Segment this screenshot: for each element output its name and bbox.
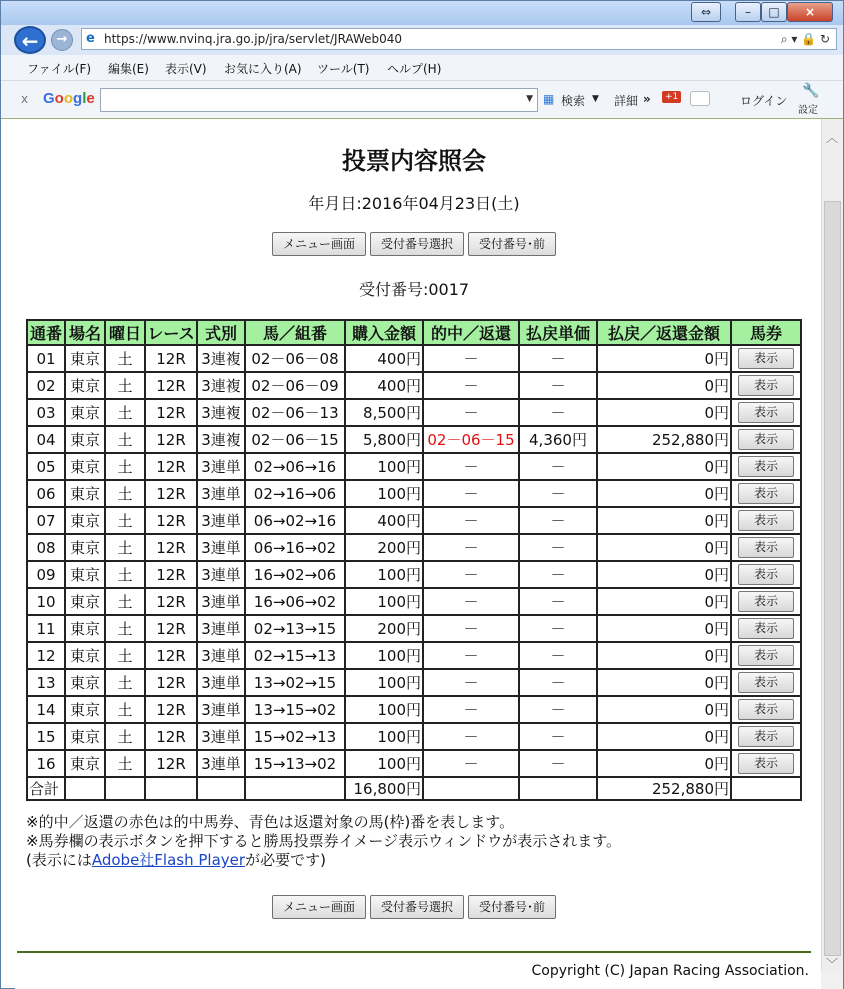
show-ticket-button[interactable]: 表示 — [738, 726, 794, 747]
receipt-select-button-bottom[interactable]: 受付番号選択 — [370, 895, 464, 919]
resize-corner — [821, 971, 843, 989]
hit-cell: － — [423, 507, 519, 534]
venue-cell: 東京 — [65, 399, 105, 426]
maximize-button[interactable]: □ — [761, 2, 787, 22]
show-ticket-button[interactable]: 表示 — [738, 753, 794, 774]
unit-payout-cell: － — [519, 372, 597, 399]
scroll-up-icon[interactable]: ︿ — [826, 131, 839, 145]
combination-cell: 06→02→16 — [245, 507, 345, 534]
table-row — [27, 561, 801, 588]
bet-type-cell: 3連単 — [197, 507, 245, 534]
hit-cell: － — [423, 696, 519, 723]
show-ticket-button[interactable]: 表示 — [738, 672, 794, 693]
venue-cell: 東京 — [65, 588, 105, 615]
show-ticket-button[interactable]: 表示 — [738, 699, 794, 720]
search-dropdown-icon[interactable]: ▼ — [592, 94, 599, 104]
row-number: 15 — [27, 723, 65, 750]
venue-cell: 東京 — [65, 561, 105, 588]
receipt-select-button[interactable]: 受付番号選択 — [370, 232, 464, 256]
payout-amount-cell: 0円 — [597, 615, 731, 642]
payout-amount-cell: 0円 — [597, 345, 731, 372]
day-cell: 土 — [105, 642, 145, 669]
race-cell: 12R — [145, 507, 197, 534]
table-row — [27, 534, 801, 561]
purchase-amount-cell: 100円 — [345, 588, 423, 615]
close-window-button[interactable]: × — [787, 2, 833, 22]
column-header: 払戻／返還金額 — [597, 320, 731, 345]
bottom-button-row — [15, 895, 813, 919]
total-empty-cell — [145, 777, 197, 800]
bet-type-cell: 3連単 — [197, 615, 245, 642]
menu-view[interactable]: 表示(V) — [165, 62, 207, 76]
payout-amount-cell: 0円 — [597, 453, 731, 480]
unit-payout-cell: － — [519, 669, 597, 696]
row-number: 03 — [27, 399, 65, 426]
unit-payout-cell: － — [519, 399, 597, 426]
note-line-1: ※的中／返還の赤色は的中馬券、青色は返還対象の馬(枠)番を表します。 — [26, 813, 515, 831]
ticket-cell — [731, 453, 801, 480]
hit-cell: － — [423, 669, 519, 696]
venue-cell: 東京 — [65, 723, 105, 750]
settings-label[interactable]: 設定 — [798, 105, 818, 116]
combination-cell: 02－06－09 — [245, 372, 345, 399]
payout-amount-cell: 0円 — [597, 642, 731, 669]
payout-amount-cell: 252,880円 — [597, 426, 731, 453]
unit-payout-cell: － — [519, 345, 597, 372]
combination-cell: 15→02→13 — [245, 723, 345, 750]
race-cell: 12R — [145, 561, 197, 588]
payout-amount-cell: 0円 — [597, 480, 731, 507]
ticket-cell — [731, 669, 801, 696]
day-cell: 土 — [105, 588, 145, 615]
hit-cell: － — [423, 453, 519, 480]
unit-payout-cell: － — [519, 453, 597, 480]
column-header: 的中／返還 — [423, 320, 519, 345]
row-number: 16 — [27, 750, 65, 777]
google-toolbar — [1, 81, 843, 119]
row-number: 02 — [27, 372, 65, 399]
bet-type-cell: 3連単 — [197, 669, 245, 696]
day-cell: 土 — [105, 534, 145, 561]
venue-cell: 東京 — [65, 750, 105, 777]
note-line-3-prefix: (表示には — [26, 851, 92, 869]
total-empty-cell — [245, 777, 345, 800]
forward-arrow-icon[interactable]: → — [51, 29, 73, 51]
venue-cell: 東京 — [65, 426, 105, 453]
row-number: 04 — [27, 426, 65, 453]
column-header: 曜日 — [105, 320, 145, 345]
venue-cell: 東京 — [65, 642, 105, 669]
unit-payout-cell: － — [519, 534, 597, 561]
hit-cell: － — [423, 750, 519, 777]
hit-cell: － — [423, 642, 519, 669]
venue-cell: 東京 — [65, 669, 105, 696]
total-row — [27, 777, 801, 800]
race-cell: 12R — [145, 696, 197, 723]
race-cell: 12R — [145, 642, 197, 669]
hit-cell: － — [423, 534, 519, 561]
total-amount: 16,800円 — [345, 777, 423, 800]
minimize-button[interactable]: – — [735, 2, 761, 22]
hit-cell: － — [423, 480, 519, 507]
flash-player-link[interactable]: Adobe社Flash Player — [91, 851, 246, 869]
more-chevron-icon[interactable]: » — [643, 92, 651, 106]
unit-payout-cell: － — [519, 750, 597, 777]
venue-cell: 東京 — [65, 453, 105, 480]
show-ticket-button[interactable]: 表示 — [738, 510, 794, 531]
bet-type-cell: 3連複 — [197, 372, 245, 399]
show-ticket-button[interactable]: 表示 — [738, 456, 794, 477]
purchase-amount-cell: 400円 — [345, 345, 423, 372]
ticket-cell — [731, 534, 801, 561]
race-cell: 12R — [145, 534, 197, 561]
login-link[interactable]: ログイン — [740, 94, 788, 108]
scrollbar-thumb[interactable] — [824, 201, 841, 956]
wrench-icon[interactable]: 🔧 — [802, 83, 820, 99]
column-header: 式別 — [197, 320, 245, 345]
page-title: 投票内容照会 — [342, 147, 486, 175]
column-header: 通番 — [27, 320, 65, 345]
purchase-amount-cell: 200円 — [345, 534, 423, 561]
day-cell: 土 — [105, 480, 145, 507]
hit-cell: － — [423, 399, 519, 426]
venue-cell: 東京 — [65, 534, 105, 561]
unit-payout-cell: － — [519, 507, 597, 534]
note-line-2: ※馬券欄の表示ボタンを押下すると勝馬投票券イメージ表示ウィンドウが表示されます。 — [26, 832, 622, 850]
total-empty-cell — [197, 777, 245, 800]
combination-cell: 02→16→06 — [245, 480, 345, 507]
bet-type-cell: 3連単 — [197, 534, 245, 561]
combination-cell: 13→15→02 — [245, 696, 345, 723]
restore-tab-button[interactable]: ⇔ — [691, 2, 721, 22]
receipt-number: 受付番号:0017 — [358, 280, 470, 299]
notes — [26, 813, 621, 870]
table-row — [27, 345, 801, 372]
race-cell: 12R — [145, 615, 197, 642]
race-cell: 12R — [145, 669, 197, 696]
day-cell: 土 — [105, 345, 145, 372]
column-header: レース — [145, 320, 197, 345]
total-empty-cell — [105, 777, 145, 800]
day-cell: 土 — [105, 615, 145, 642]
vertical-scrollbar[interactable] — [821, 119, 843, 971]
payout-amount-cell: 0円 — [597, 399, 731, 426]
purchase-amount-cell: 8,500円 — [345, 399, 423, 426]
table-row — [27, 399, 801, 426]
menu-screen-button[interactable]: メニュー画面 — [272, 232, 366, 256]
ticket-cell — [731, 750, 801, 777]
venue-cell: 東京 — [65, 507, 105, 534]
google-search-icon[interactable]: ▦ — [543, 92, 555, 106]
table-row — [27, 480, 801, 507]
receipt-prev-button-bottom[interactable]: 受付番号･前 — [468, 895, 556, 919]
race-cell: 12R — [145, 480, 197, 507]
show-ticket-button[interactable]: 表示 — [738, 348, 794, 369]
show-ticket-button[interactable]: 表示 — [738, 402, 794, 423]
menu-help[interactable]: ヘルプ(H) — [387, 62, 442, 76]
race-cell: 12R — [145, 750, 197, 777]
table-row — [27, 507, 801, 534]
column-header: 馬／組番 — [245, 320, 345, 345]
row-number: 08 — [27, 534, 65, 561]
row-number: 11 — [27, 615, 65, 642]
purchase-amount-cell: 100円 — [345, 750, 423, 777]
unit-payout-cell: － — [519, 588, 597, 615]
payout-amount-cell: 0円 — [597, 696, 731, 723]
ticket-cell — [731, 507, 801, 534]
bet-type-cell: 3連単 — [197, 480, 245, 507]
total-empty-cell — [65, 777, 105, 800]
show-ticket-button[interactable]: 表示 — [738, 537, 794, 558]
venue-cell: 東京 — [65, 345, 105, 372]
show-ticket-button[interactable]: 表示 — [738, 618, 794, 639]
back-arrow-icon[interactable]: ← — [14, 26, 46, 54]
show-ticket-button[interactable]: 表示 — [738, 564, 794, 585]
bet-type-cell: 3連単 — [197, 453, 245, 480]
payout-amount-cell: 0円 — [597, 588, 731, 615]
day-cell: 土 — [105, 507, 145, 534]
details-button[interactable]: 詳細 — [614, 94, 639, 108]
menu-edit[interactable]: 編集(E) — [108, 62, 149, 76]
row-number: 14 — [27, 696, 65, 723]
row-number: 07 — [27, 507, 65, 534]
ticket-cell — [731, 399, 801, 426]
combination-cell: 16→02→06 — [245, 561, 345, 588]
ticket-cell — [731, 426, 801, 453]
row-number: 01 — [27, 345, 65, 372]
unit-payout-cell: － — [519, 723, 597, 750]
note-line-3 — [26, 851, 621, 870]
show-ticket-button[interactable]: 表示 — [738, 375, 794, 396]
combination-cell: 02→13→15 — [245, 615, 345, 642]
bet-type-cell: 3連単 — [197, 750, 245, 777]
ticket-cell — [731, 588, 801, 615]
purchase-amount-cell: 400円 — [345, 507, 423, 534]
day-cell: 土 — [105, 561, 145, 588]
google-search-button[interactable]: 検索 — [561, 94, 586, 108]
purchase-amount-cell: 100円 — [345, 453, 423, 480]
total-empty-cell — [423, 777, 519, 800]
payout-amount-cell: 0円 — [597, 507, 731, 534]
race-cell: 12R — [145, 588, 197, 615]
combination-cell: 02－06－13 — [245, 399, 345, 426]
row-number: 12 — [27, 642, 65, 669]
race-cell: 12R — [145, 426, 197, 453]
row-number: 13 — [27, 669, 65, 696]
table-row — [27, 696, 801, 723]
row-number: 09 — [27, 561, 65, 588]
purchase-amount-cell: 5,800円 — [345, 426, 423, 453]
day-cell: 土 — [105, 723, 145, 750]
column-header: 馬券 — [731, 320, 801, 345]
bet-type-cell: 3連単 — [197, 696, 245, 723]
race-cell: 12R — [145, 453, 197, 480]
hit-cell: － — [423, 561, 519, 588]
total-payout: 252,880円 — [597, 777, 731, 800]
day-cell: 土 — [105, 453, 145, 480]
column-header: 払戻単価 — [519, 320, 597, 345]
chevron-down-icon[interactable]: ▼ — [526, 94, 533, 104]
footer-divider — [17, 951, 811, 953]
race-cell: 12R — [145, 345, 197, 372]
purchase-amount-cell: 100円 — [345, 696, 423, 723]
table-row — [27, 453, 801, 480]
bet-type-cell: 3連単 — [197, 723, 245, 750]
payout-amount-cell: 0円 — [597, 723, 731, 750]
toolbar-close-icon[interactable]: x — [21, 92, 29, 106]
ticket-cell — [731, 561, 801, 588]
hit-cell: － — [423, 588, 519, 615]
purchase-amount-cell: 100円 — [345, 480, 423, 507]
column-header: 場名 — [65, 320, 105, 345]
purchase-amount-cell: 100円 — [345, 669, 423, 696]
row-number: 05 — [27, 453, 65, 480]
payout-amount-cell: 0円 — [597, 372, 731, 399]
race-cell: 12R — [145, 723, 197, 750]
table-header-row — [27, 320, 801, 345]
table-row — [27, 588, 801, 615]
combination-cell: 02→15→13 — [245, 642, 345, 669]
race-cell: 12R — [145, 372, 197, 399]
page-viewport — [15, 119, 821, 989]
plus-one-count — [690, 91, 710, 106]
combination-cell: 06→16→02 — [245, 534, 345, 561]
menu-bar — [1, 55, 843, 81]
purchase-amount-cell: 100円 — [345, 642, 423, 669]
address-url: https://www.nvinq.jra.go.jp/jra/servlet/JRAWeb040 — [104, 32, 403, 46]
combination-cell: 16→06→02 — [245, 588, 345, 615]
google-logo: Google — [43, 90, 95, 107]
ticket-cell — [731, 723, 801, 750]
total-label: 合計 — [27, 777, 65, 800]
ticket-cell — [731, 615, 801, 642]
purchase-amount-cell: 100円 — [345, 723, 423, 750]
race-cell: 12R — [145, 399, 197, 426]
row-number: 10 — [27, 588, 65, 615]
total-empty-cell — [731, 777, 801, 800]
row-number: 06 — [27, 480, 65, 507]
copyright: Copyright (C) Japan Racing Association. — [531, 963, 809, 979]
hit-cell: 02－06－15 — [423, 426, 519, 453]
day-cell: 土 — [105, 372, 145, 399]
hit-cell: － — [423, 723, 519, 750]
title-bar — [1, 1, 843, 25]
menu-favorites[interactable]: お気に入り(A) — [224, 62, 302, 76]
combination-cell: 02－06－15 — [245, 426, 345, 453]
date-line: 年月日:2016年04月23日(土) — [308, 194, 520, 213]
payout-amount-cell: 0円 — [597, 561, 731, 588]
ticket-cell — [731, 642, 801, 669]
ticket-cell — [731, 480, 801, 507]
unit-payout-cell: 4,360円 — [519, 426, 597, 453]
column-header: 購入金額 — [345, 320, 423, 345]
day-cell: 土 — [105, 399, 145, 426]
show-ticket-button[interactable]: 表示 — [738, 429, 794, 450]
menu-tools[interactable]: ツール(T) — [317, 62, 370, 76]
table-row — [27, 372, 801, 399]
table-row — [27, 723, 801, 750]
ie-page-icon: e — [86, 31, 95, 46]
payout-amount-cell: 0円 — [597, 750, 731, 777]
search-refresh-icon[interactable]: ⌕ ▾ 🔒 ↻ — [780, 32, 830, 46]
hit-cell: － — [423, 615, 519, 642]
bet-type-cell: 3連単 — [197, 561, 245, 588]
total-empty-cell — [519, 777, 597, 800]
combination-cell: 02→06→16 — [245, 453, 345, 480]
table-row — [27, 615, 801, 642]
bet-type-cell: 3連複 — [197, 426, 245, 453]
bet-type-cell: 3連複 — [197, 399, 245, 426]
hit-cell: － — [423, 372, 519, 399]
combination-cell: 15→13→02 — [245, 750, 345, 777]
table-row — [27, 426, 801, 453]
venue-cell: 東京 — [65, 696, 105, 723]
bets-table — [26, 319, 802, 801]
menu-screen-button-bottom[interactable]: メニュー画面 — [272, 895, 366, 919]
table-row — [27, 669, 801, 696]
show-ticket-button[interactable]: 表示 — [738, 591, 794, 612]
purchase-amount-cell: 400円 — [345, 372, 423, 399]
day-cell: 土 — [105, 750, 145, 777]
combination-cell: 02－06－08 — [245, 345, 345, 372]
google-search-input[interactable] — [100, 88, 538, 112]
purchase-amount-cell: 200円 — [345, 615, 423, 642]
unit-payout-cell: － — [519, 615, 597, 642]
combination-cell: 13→02→15 — [245, 669, 345, 696]
ticket-cell — [731, 696, 801, 723]
address-row — [1, 25, 843, 55]
bet-type-cell: 3連単 — [197, 642, 245, 669]
day-cell: 土 — [105, 426, 145, 453]
bet-type-cell: 3連単 — [197, 588, 245, 615]
show-ticket-button[interactable]: 表示 — [738, 645, 794, 666]
bet-type-cell: 3連複 — [197, 345, 245, 372]
receipt-prev-button[interactable]: 受付番号･前 — [468, 232, 556, 256]
purchase-amount-cell: 100円 — [345, 561, 423, 588]
ticket-cell — [731, 345, 801, 372]
payout-amount-cell: 0円 — [597, 669, 731, 696]
top-button-row — [15, 232, 813, 256]
plus-one-badge[interactable]: +1 — [662, 91, 681, 103]
note-line-3-suffix: が必要です) — [245, 851, 326, 869]
venue-cell: 東京 — [65, 372, 105, 399]
hit-cell: － — [423, 345, 519, 372]
unit-payout-cell: － — [519, 642, 597, 669]
unit-payout-cell: － — [519, 480, 597, 507]
ticket-cell — [731, 372, 801, 399]
venue-cell: 東京 — [65, 480, 105, 507]
payout-amount-cell: 0円 — [597, 534, 731, 561]
address-bar[interactable] — [81, 28, 837, 50]
scroll-down-icon[interactable]: ﹀ — [826, 957, 839, 971]
unit-payout-cell: － — [519, 561, 597, 588]
show-ticket-button[interactable]: 表示 — [738, 483, 794, 504]
day-cell: 土 — [105, 696, 145, 723]
unit-payout-cell: － — [519, 696, 597, 723]
venue-cell: 東京 — [65, 615, 105, 642]
day-cell: 土 — [105, 669, 145, 696]
table-row — [27, 642, 801, 669]
table-row — [27, 750, 801, 777]
menu-file[interactable]: ファイル(F) — [27, 62, 92, 76]
